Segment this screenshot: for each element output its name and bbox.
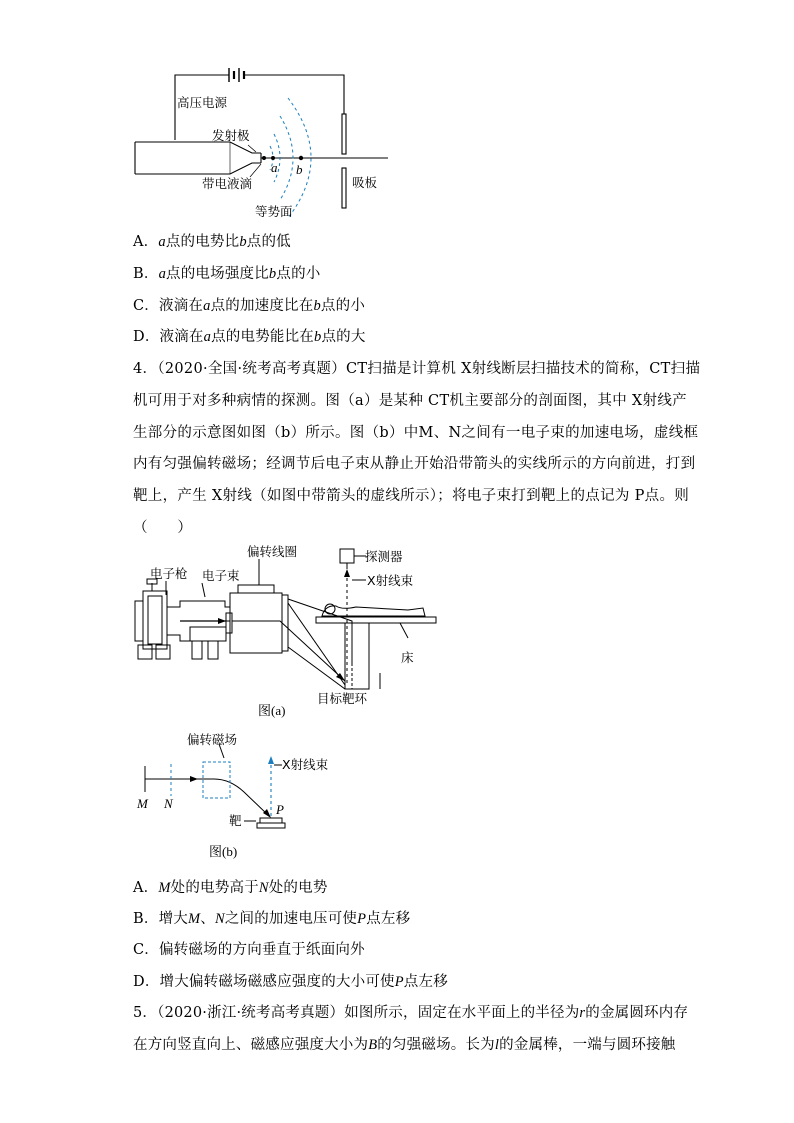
q4-line-2: 机可用于对多种病情的探测。图（a）是某种 CT机主要部分的剖面图，其中 X射线产 <box>133 392 687 409</box>
figure-electrospray <box>130 62 390 224</box>
q4-line-3: 生部分的示意图如图（b）所示。图（b）中M、N之间有一电子束的加速电场，虚线框 <box>133 424 699 441</box>
q3-option-a[interactable]: A．a点的电势比b点的低 <box>133 234 291 250</box>
label-M: M <box>137 796 148 811</box>
q4-stem <box>133 354 701 545</box>
label-deflection-field: 偏转磁场 <box>187 732 238 747</box>
q4-option-d[interactable]: D．增大偏转磁场磁感应强度的大小可使P点左移 <box>133 974 448 990</box>
figure-ct-machine <box>130 543 450 721</box>
label-point-b: b <box>296 162 303 177</box>
label-electron-beam: 电子束 <box>202 568 240 583</box>
label-electron-gun: 电子枪 <box>150 566 188 581</box>
label-equipotential: 等势面 <box>255 204 293 219</box>
label-target: 靶 <box>229 813 242 828</box>
q3-option-c[interactable]: C．液滴在a点的加速度比在b点的小 <box>133 298 366 314</box>
label-point-a: a <box>271 160 278 175</box>
label-absorber: 吸板 <box>352 175 378 190</box>
label-N: N <box>164 796 173 811</box>
q4-option-b[interactable]: B．增大M、N之间的加速电压可使P点左移 <box>133 911 411 927</box>
label-target-ring: 目标靶环 <box>317 691 368 706</box>
q4-option-c[interactable]: C．偏转磁场的方向垂直于纸面向外 <box>133 942 365 958</box>
label-detector: 探测器 <box>365 549 403 564</box>
q4-line-6: （ ） <box>133 519 193 536</box>
q4-line-5: 靶上，产生 X射线（如图中带箭头的虚线所示）；将电子束打到靶上的点记为 P点。则 <box>133 488 690 505</box>
caption-figure-b: 图(b) <box>209 844 238 859</box>
q3-option-b[interactable]: B．a点的电场强度比b点的小 <box>133 266 321 282</box>
q3-option-d[interactable]: D．液滴在a点的电势能比在b点的大 <box>133 329 366 345</box>
q4-option-a[interactable]: A．M处的电势高于N处的电势 <box>133 880 328 896</box>
label-emitter: 发射极 <box>212 128 250 143</box>
figure-xray-schematic <box>130 728 350 862</box>
q5-line-1: 5．（2020·浙江·统考高考真题）如图所示，固定在水平面上的半径为r的金属圆环内存 <box>133 1005 689 1021</box>
caption-figure-a: 图(a) <box>258 703 286 718</box>
q4-line-1: 4．（2020·全国·统考高考真题）CT扫描是计算机 X射线断层扫描技术的简称，CT扫描 <box>133 361 701 377</box>
droplet-dot <box>262 156 266 160</box>
q5-line-2: 在方向竖直向上、磁感应强度大小为B的匀强磁场。长为l的金属棒，一端与圆环接触 <box>133 1037 676 1053</box>
label-P: P <box>276 802 284 817</box>
label-bed: 床 <box>401 650 414 665</box>
label-xray-beam-a: X射线束 <box>367 573 414 588</box>
label-power: 高压电源 <box>177 95 228 110</box>
label-xray-beam-b: X射线束 <box>282 757 329 772</box>
q4-line-4: 内有匀强偏转磁场；经调节后电子束从静止开始沿带箭头的实线所示的方向前进，打到 <box>133 456 696 473</box>
point-b-dot <box>299 156 303 160</box>
label-droplet: 带电液滴 <box>202 176 253 191</box>
label-deflection-coil: 偏转线圈 <box>247 544 298 559</box>
